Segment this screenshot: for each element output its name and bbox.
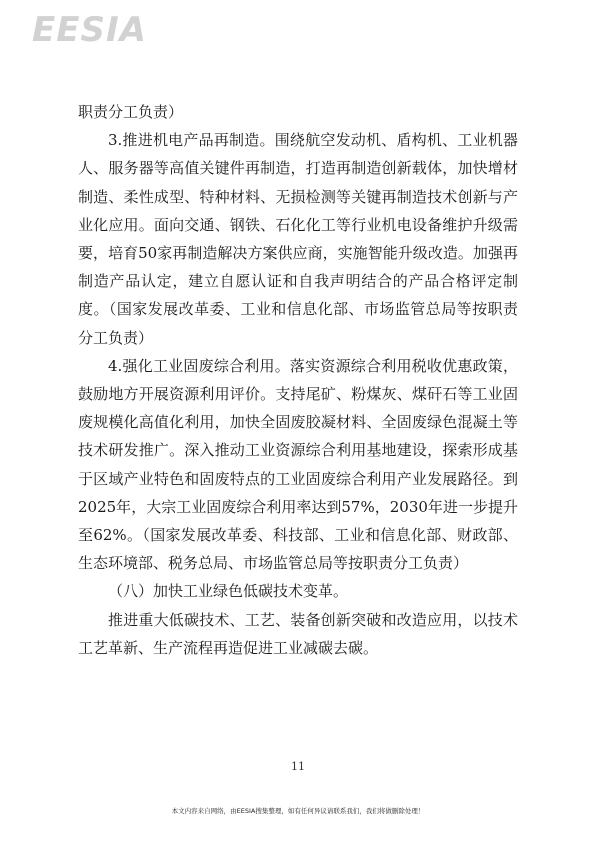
footer-disclaimer: 本文内容来自网络，由EESIA搜集整理，如有任何异议请联系我们，我们将做删除处理！ [171, 807, 425, 815]
paragraph-remanufacturing: 3.推进机电产品再制造。围绕航空发动机、盾构机、工业机器人、服务器等高值关键件再制造，打造再制造创新载体，加快增材制造、柔性成型、特种材料、无损检测等关键再制造技术创新与产业化应用。面向交通、钢铁、石化化工等行业机电设备维护升级需要，培育50家再制造解决方案供应商，实施智能升级改造。加强再制造产品认定，建立自愿认证和自我声明结合的产品合格评定制度。（国家发展改革委、工业和信息化部、市场监管总局等按职责分工负责） [78, 131, 518, 347]
eesia-logo: EESIA [32, 10, 147, 50]
section-heading: （八）加快工业绿色低碳技术变革。 [108, 582, 349, 601]
paragraph-low-carbon: 推进重大低碳技术、工艺、装备创新突破和改造应用，以技术工艺革新、生产流程再造促进工业减碳去碳。 [78, 610, 518, 657]
page-number: 11 [291, 760, 305, 773]
paragraph-industrial-waste: 4.强化工业固废综合利用。落实资源综合利用税收优惠政策，鼓励地方开展资源利用评价。支持尾矿、粉煤灰、煤矸石等工业固废规模化高值化利用，加快全固废胶凝材料、全固废绿色混凝土等技术研发推广。深入推动工业资源综合利用基地建设，探索形成基于区域产业特色和固废特点的工业固废综合利用产业发展路径。到2025年，大宗工业固废综合利用率达到57%，2030年进一步提升至62%。（国家发展改革委、科技部、工业和信息化部、财政部、生态环境部、税务总局、市场监管总局等按职责分工负责） [78, 356, 518, 573]
document-body [78, 98, 518, 662]
paragraph-continuation: 职责分工负责） [78, 103, 184, 121]
